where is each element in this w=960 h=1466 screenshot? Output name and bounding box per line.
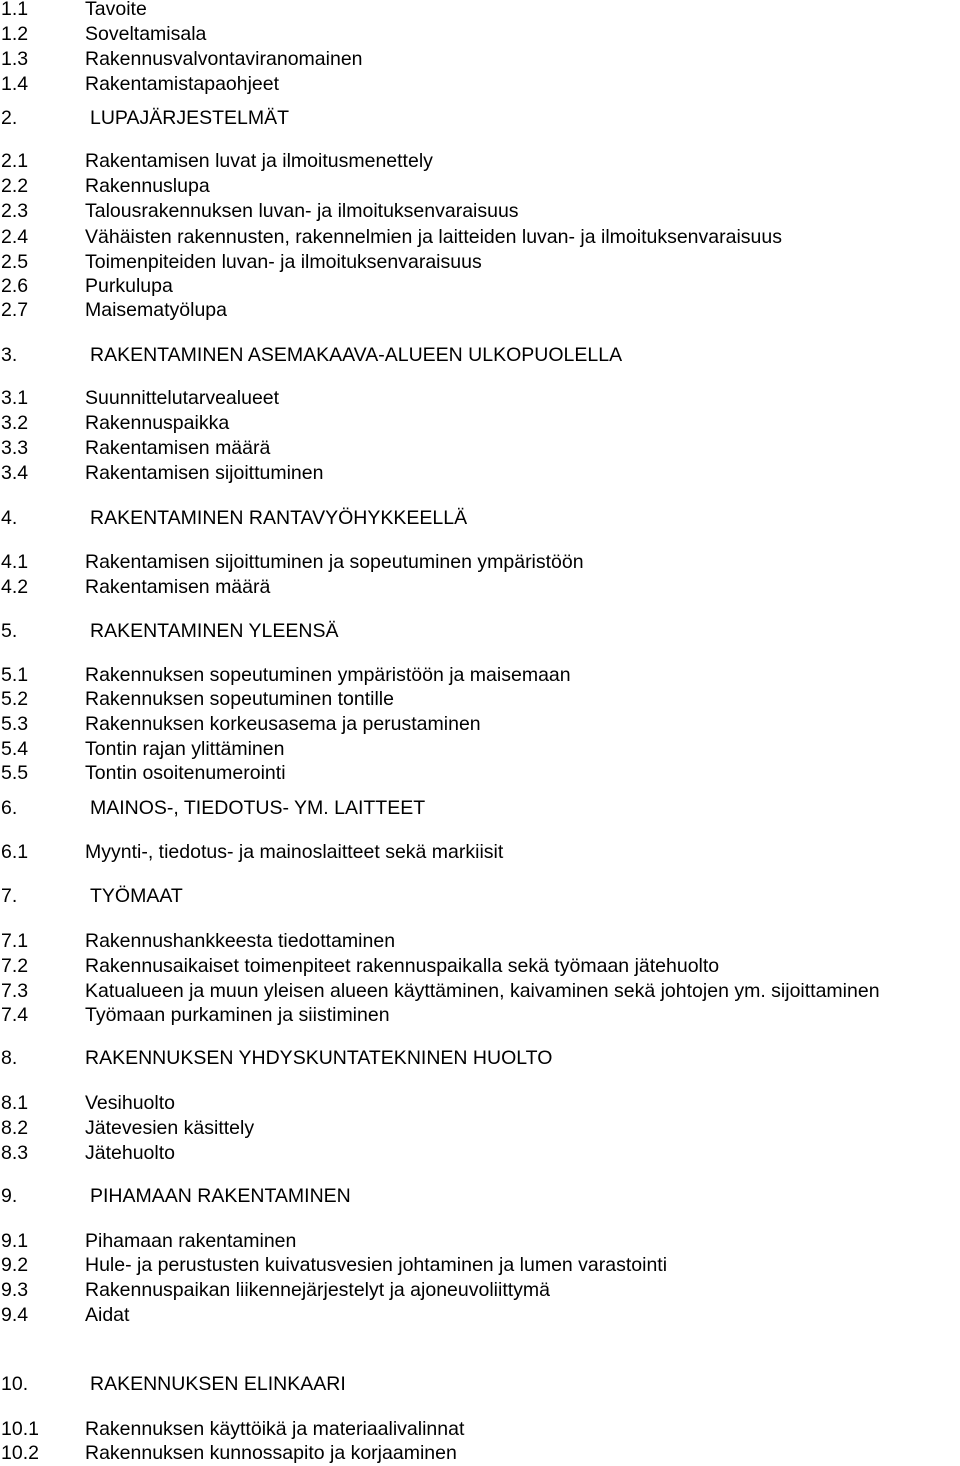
toc-title: Rakennuksen sopeutuminen tontille <box>85 688 394 710</box>
toc-number: 1.3 <box>1 48 29 70</box>
toc-title: Katualueen ja muun yleisen alueen käyttäminen, kaivaminen sekä johtojen ym. sijoittaminen <box>85 980 880 1002</box>
toc-number: 5.2 <box>1 688 29 710</box>
toc-title: TYÖMAAT <box>90 885 183 907</box>
toc-title: Rakennuspaikka <box>85 412 230 434</box>
toc-title: Rakennuslupa <box>85 175 210 197</box>
toc-number: 2.5 <box>1 251 29 273</box>
toc-number: 5.1 <box>1 664 29 686</box>
toc-title: Vähäisten rakennusten, rakennelmien ja laitteiden luvan- ja ilmoituksenvaraisuus <box>85 226 782 248</box>
toc-number: 10. <box>1 1373 29 1395</box>
toc-title: Rakennuksen kunnossapito ja korjaaminen <box>85 1442 457 1464</box>
toc-number: 8.3 <box>1 1142 29 1164</box>
toc-number: 5.4 <box>1 738 29 760</box>
toc-number: 4.1 <box>1 551 29 573</box>
toc-title: Aidat <box>85 1304 130 1326</box>
toc-number: 9. <box>1 1185 18 1207</box>
toc-number: 4.2 <box>1 576 29 598</box>
toc-title: Tontin osoitenumerointi <box>85 762 286 784</box>
toc-title: Tavoite <box>85 0 147 20</box>
toc-title: Rakentamisen määrä <box>85 576 271 598</box>
toc-title: Rakennusaikaiset toimenpiteet rakennuspaikalla sekä työmaan jätehuolto <box>85 955 720 977</box>
toc-title: Rakennuksen käyttöikä ja materiaalivalinnat <box>85 1418 465 1440</box>
toc-number: 7.1 <box>1 930 29 952</box>
toc-title: RAKENNUKSEN ELINKAARI <box>90 1373 346 1395</box>
toc-number: 1.4 <box>1 73 29 95</box>
toc-title: Rakennusvalvontaviranomainen <box>85 48 363 70</box>
toc-title: Rakentamistapaohjeet <box>85 73 280 95</box>
toc-number: 8. <box>1 1047 18 1069</box>
toc-title: Purkulupa <box>85 275 173 297</box>
toc-title: Soveltamisala <box>85 23 207 45</box>
toc-number: 6.1 <box>1 841 29 863</box>
toc-number: 10.2 <box>1 1442 39 1464</box>
toc-number: 8.1 <box>1 1092 29 1114</box>
toc-number: 2.6 <box>1 275 29 297</box>
toc-title: Talousrakennuksen luvan- ja ilmoituksenvaraisuus <box>85 200 519 222</box>
toc-title: Rakentamisen sijoittuminen <box>85 462 324 484</box>
toc-number: 5.5 <box>1 762 29 784</box>
toc-title: Myynti-, tiedotus- ja mainoslaitteet sekä markiisit <box>85 841 504 863</box>
toc-number: 4. <box>1 507 18 529</box>
toc-title: MAINOS-, TIEDOTUS- YM. LAITTEET <box>90 797 426 819</box>
toc-number: 1.2 <box>1 23 29 45</box>
toc-number: 5.3 <box>1 713 29 735</box>
toc-number: 7.3 <box>1 980 29 1002</box>
toc-title: Rakennushankkeesta tiedottaminen <box>85 930 396 952</box>
toc-title: RAKENNUKSEN YHDYSKUNTATEKNINEN HUOLTO <box>85 1047 553 1069</box>
toc-number: 2. <box>1 107 18 129</box>
toc-title: Pihamaan rakentaminen <box>85 1230 297 1252</box>
toc-number: 5. <box>1 620 18 642</box>
toc-number: 9.2 <box>1 1254 29 1276</box>
toc-number: 7.4 <box>1 1004 29 1026</box>
toc-number: 9.4 <box>1 1304 29 1326</box>
toc-title: Hule- ja perustusten kuivatusvesien johtaminen ja lumen varastointi <box>85 1254 668 1276</box>
toc-number: 3.2 <box>1 412 29 434</box>
toc-number: 7.2 <box>1 955 29 977</box>
toc-number: 9.3 <box>1 1279 29 1301</box>
toc-title: Maisematyölupa <box>85 299 227 321</box>
toc-title: Suunnittelutarvealueet <box>85 387 280 409</box>
toc-title: Tontin rajan ylittäminen <box>85 738 285 760</box>
toc-title: Rakentamisen määrä <box>85 437 271 459</box>
toc-number: 3.3 <box>1 437 29 459</box>
toc-number: 7. <box>1 885 18 907</box>
toc-title: Työmaan purkaminen ja siistiminen <box>85 1004 390 1026</box>
toc-number: 2.7 <box>1 299 29 321</box>
toc-number: 1.1 <box>1 0 29 20</box>
toc-number: 2.4 <box>1 226 29 248</box>
toc-number: 8.2 <box>1 1117 29 1139</box>
toc-title: RAKENTAMINEN ASEMAKAAVA-ALUEEN ULKOPUOLELLA <box>90 344 623 366</box>
toc-title: Jätevesien käsittely <box>85 1117 255 1139</box>
toc-title: Vesihuolto <box>85 1092 175 1114</box>
toc-title: Rakennuksen sopeutuminen ympäristöön ja maisemaan <box>85 664 571 686</box>
toc-title: Toimenpiteiden luvan- ja ilmoituksenvaraisuus <box>85 251 482 273</box>
toc-number: 2.1 <box>1 150 29 172</box>
toc-title: LUPAJÄRJESTELMÄT <box>90 107 290 129</box>
toc-title: Rakennuksen korkeusasema ja perustaminen <box>85 713 481 735</box>
toc-title: RAKENTAMINEN YLEENSÄ <box>90 620 339 642</box>
toc-number: 9.1 <box>1 1230 29 1252</box>
toc-number: 10.1 <box>1 1418 39 1440</box>
toc-number: 2.3 <box>1 200 29 222</box>
toc-number: 3.1 <box>1 387 29 409</box>
toc-title: RAKENTAMINEN RANTAVYÖHYKKEELLÄ <box>90 507 468 529</box>
toc-number: 3. <box>1 344 18 366</box>
toc-number: 3.4 <box>1 462 29 484</box>
toc-number: 2.2 <box>1 175 29 197</box>
toc-title: Rakennuspaikan liikennejärjestelyt ja ajoneuvoliittymä <box>85 1279 551 1301</box>
toc-title: Rakentamisen sijoittuminen ja sopeutuminen ympäristöön <box>85 551 584 573</box>
toc-title: PIHAMAAN RAKENTAMINEN <box>90 1185 351 1207</box>
toc-number: 6. <box>1 797 18 819</box>
toc-title: Jätehuolto <box>85 1142 175 1164</box>
toc-title: Rakentamisen luvat ja ilmoitusmenettely <box>85 150 433 172</box>
